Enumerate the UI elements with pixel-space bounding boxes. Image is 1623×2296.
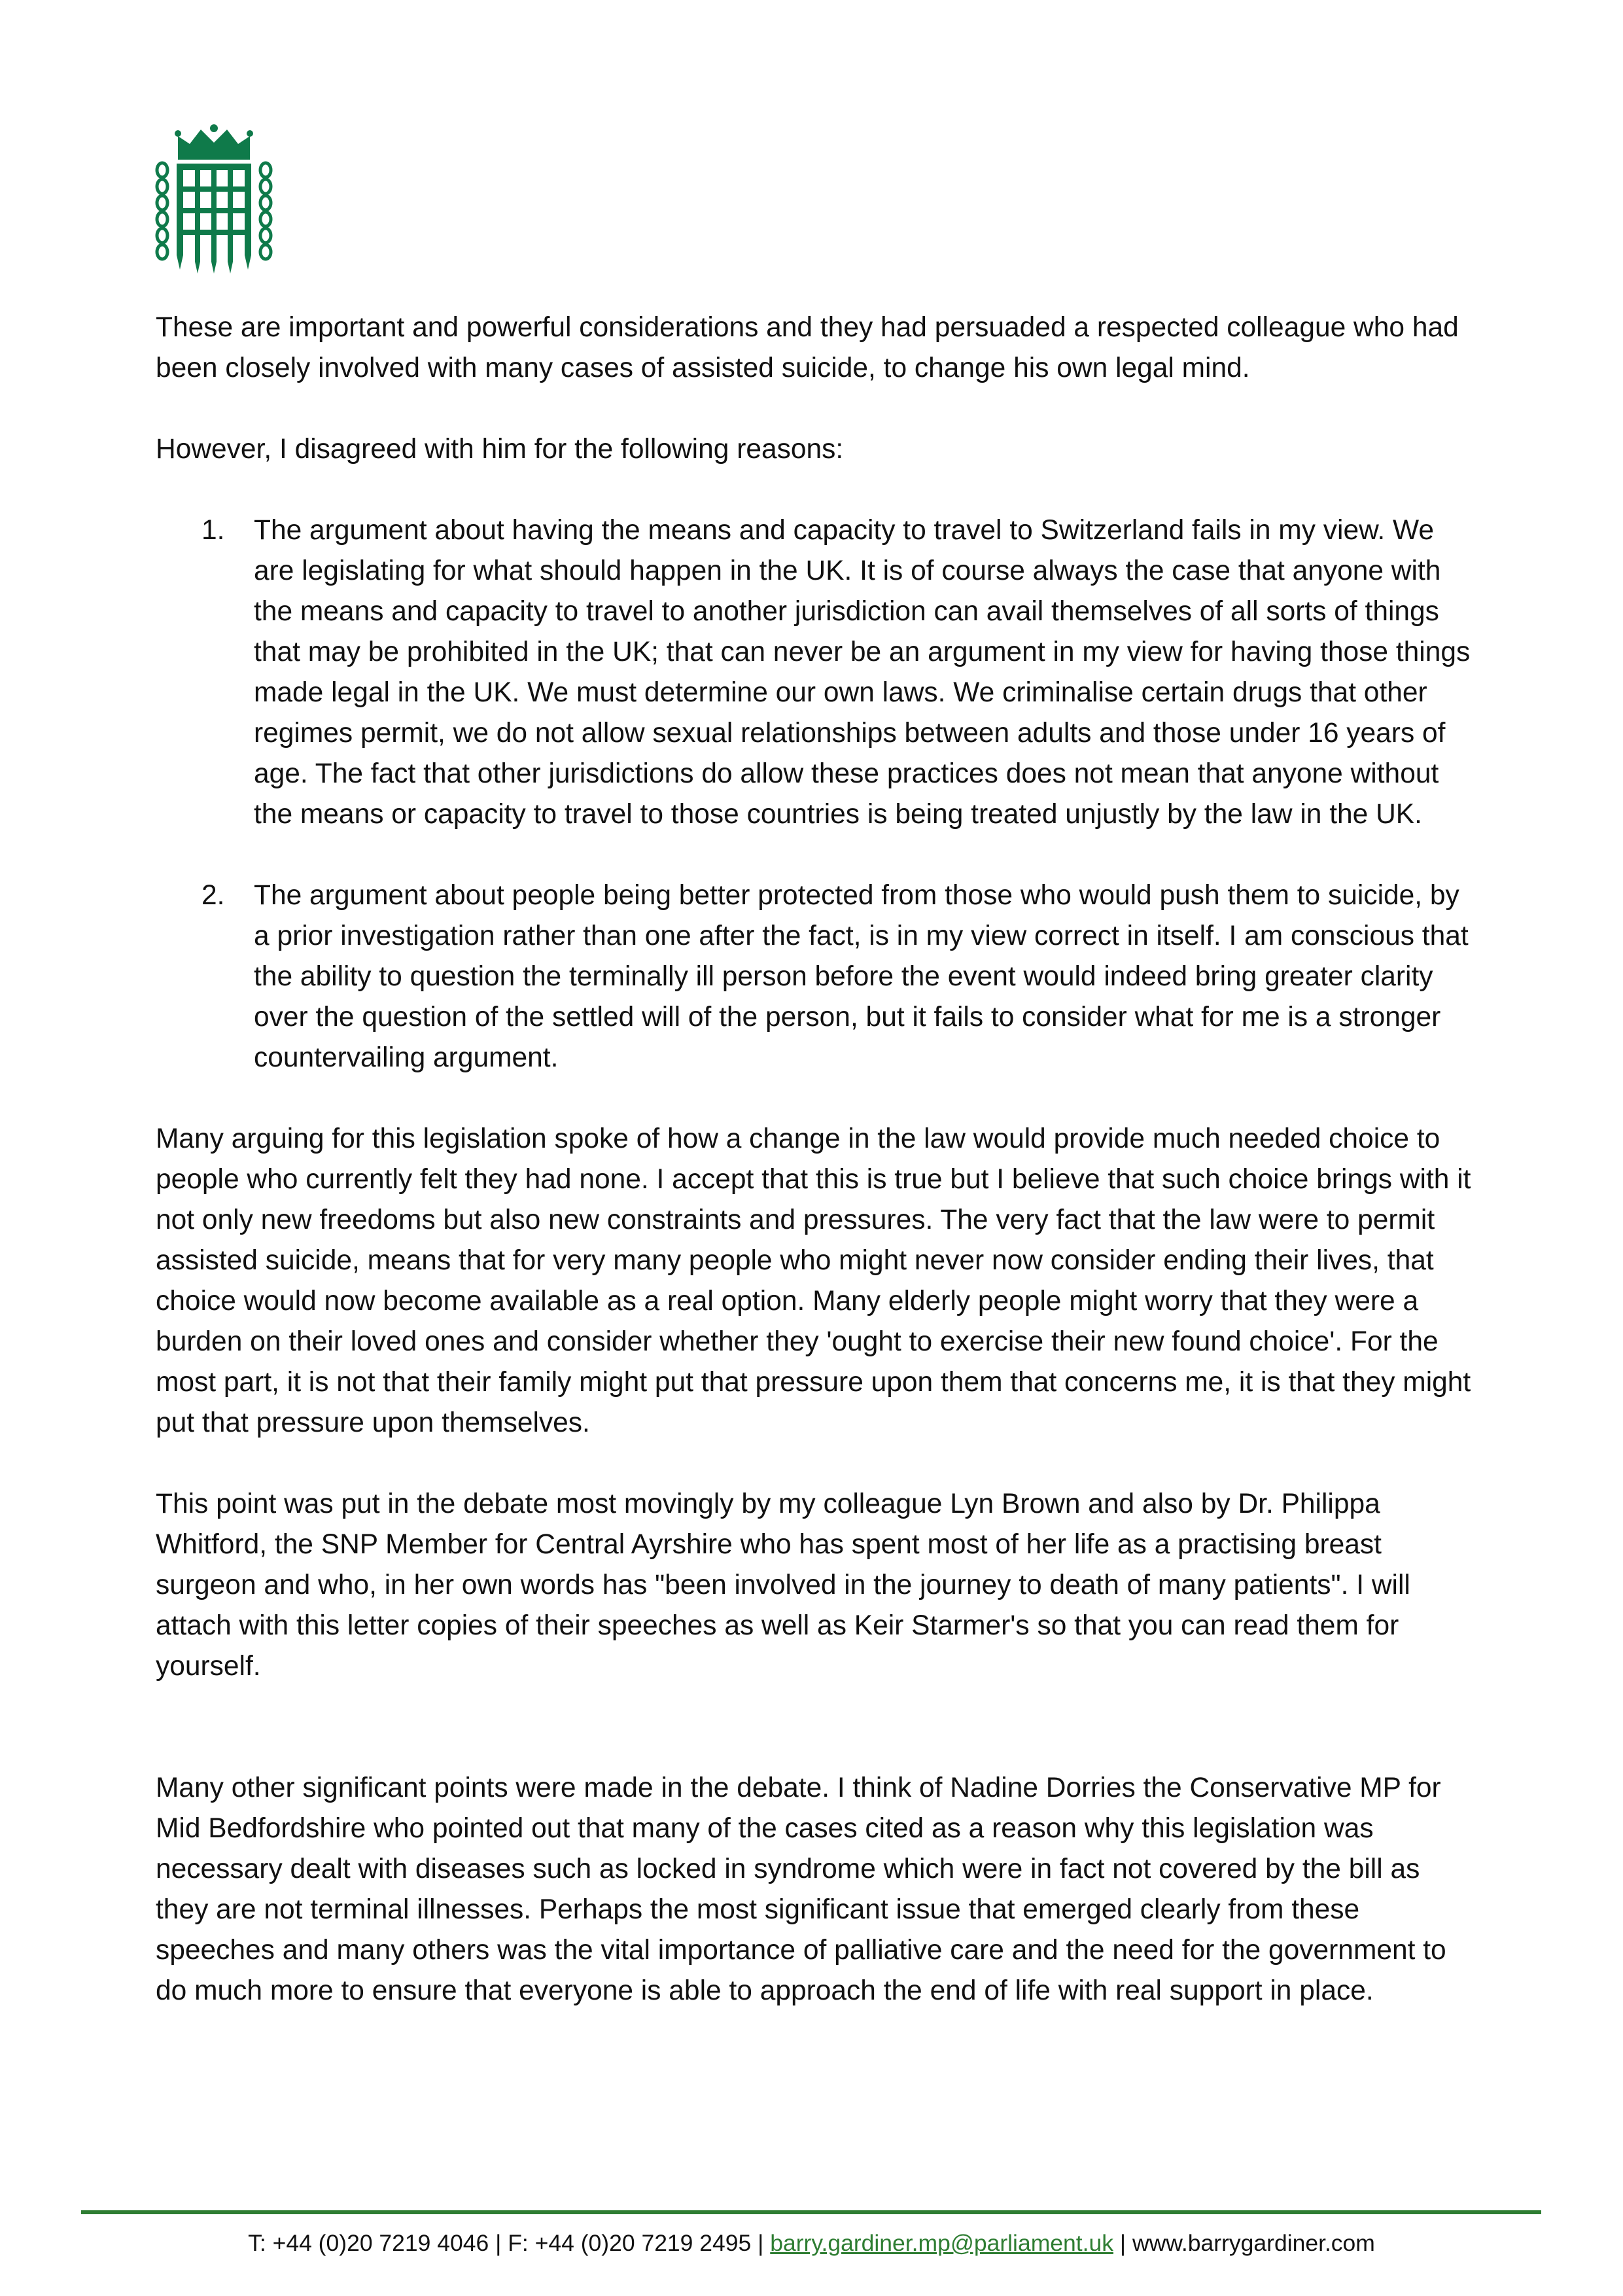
list-item-text: The argument about having the means and capacity to travel to Switzerland fails in my view. We are legislating for what should happen in the UK. It is of course always the case that anyone with the means and capacity to travel to another jurisdiction can avail themselves of all sorts of things that may be prohibited in the UK; that can never be an argument in my view for having those things made legal in the UK. We must determine our own laws. We criminalise certain drugs that other regimes permit, we do not allow sexual relationships between adults and those under 16 years of age. The fact that other jurisdictions do allow these practices does not mean that anyone without the means or capacity to travel to those countries is being treated unjustly by the law in the UK. [254, 515, 1471, 830]
letter-body [156, 308, 1477, 2011]
paragraph-other-points: Many other significant points were made in the debate. I think of Nadine Dorries the Conservative MP for Mid Bedfordshire who pointed out that many of the cases cited as a reason why this legislation was necessary dealt with diseases such as locked in syndrome which were in fact not covered by the bill as they are not terminal illnesses. Perhaps the most significant issue that emerged clearly from these speeches and many others was the vital importance of palliative care and the need for the government to do much more to ensure that everyone is able to approach the end of life with real support in place. [156, 1773, 1446, 2006]
paragraph-considerations: These are important and powerful considerations and they had persuaded a respected colleague who had been closely involved with many cases of assisted suicide, to change his own legal mind. [156, 312, 1459, 383]
footer-separator: | [495, 2230, 502, 2256]
footer-divider [81, 2210, 1541, 2214]
footer-fax: F: +44 (0)20 7219 2495 [508, 2230, 752, 2256]
footer-separator: | [758, 2230, 764, 2256]
paragraph-choice: Many arguing for this legislation spoke of how a change in the law would provide much needed choice to people who currently felt they had none. I accept that this is true but I believe that such choice brings with it not only new freedoms but also new constraints and pressures. The very fact that the law were to permit assisted suicide, means that for very many people who might never now consider ending their lives, that choice would now become available as a real option. Many elderly people might worry that they were a burden on their loved ones and consider whether they 'ought to exercise their new found choice'. For the most part, it is not that their family might put that pressure upon them that concerns me, it is that they might put that pressure upon themselves. [156, 1123, 1471, 1438]
list-item [156, 875, 1477, 1078]
reasons-list [156, 510, 1477, 1078]
list-item [156, 510, 1477, 835]
footer-phone: T: +44 (0)20 7219 4046 [248, 2230, 489, 2256]
list-item-number: 1. [201, 515, 225, 546]
portcullis-icon [152, 124, 276, 275]
footer-contact [0, 2227, 1623, 2259]
website-link[interactable]: www.barrygardiner.com [1132, 2230, 1375, 2256]
footer-separator: | [1119, 2230, 1126, 2256]
paragraph-disagreement: However, I disagreed with him for the following reasons: [156, 434, 844, 465]
paragraph-debate: This point was put in the debate most movingly by my colleague Lyn Brown and also by Dr. Philippa Whitford, the SNP Member for Central Ayrshire who has spent most of her life as a practising breast surgeon and who, in her own words has "been involved in the journey to death of many patients". I will attach with this letter copies of their speeches as well as Keir Starmer's so that you can read them for yourself. [156, 1489, 1410, 1682]
email-link[interactable]: barry.gardiner.mp@parliament.uk [770, 2230, 1113, 2256]
list-item-number: 2. [201, 880, 225, 911]
list-item-text: The argument about people being better protected from those who would push them to suicide, by a prior investigation rather than one after the fact, is in my view correct in itself. I am conscious that the ability to question the terminally ill person before the event would indeed bring greater clarity over the question of the settled will of the person, but it fails to consider what for me is a stronger countervailing argument. [254, 880, 1469, 1073]
